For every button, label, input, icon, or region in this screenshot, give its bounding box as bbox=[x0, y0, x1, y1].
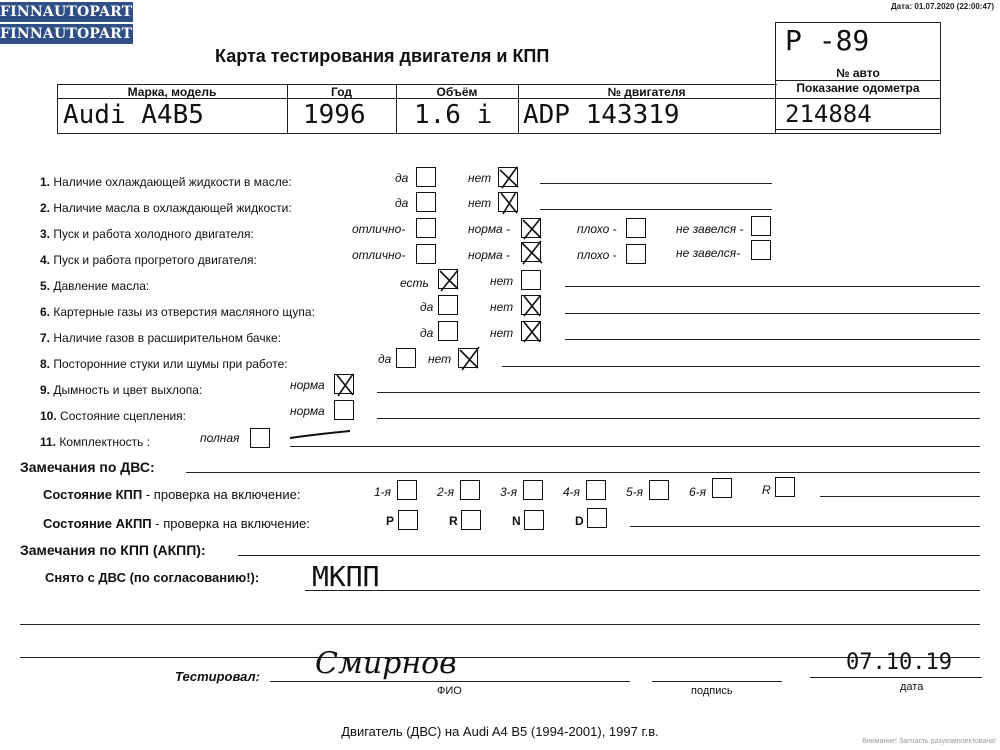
akpp-gear-d-checkbox[interactable] bbox=[587, 508, 607, 528]
volume-value: 1.6 i bbox=[414, 100, 493, 130]
item-1: 1. Наличие охлаждающей жидкости в масле: bbox=[40, 175, 292, 189]
item-11-opt-full: полная bbox=[200, 431, 240, 445]
kpp-gear-1-checkbox[interactable] bbox=[397, 480, 417, 500]
tested-label: Тестировал: bbox=[175, 669, 260, 684]
kpp-gear-6-checkbox[interactable] bbox=[712, 478, 732, 498]
item-9-normal-checkbox[interactable] bbox=[334, 374, 354, 394]
item-8-opt-yes: да bbox=[378, 352, 392, 366]
caption: Двигатель (ДВС) на Audi A4 B5 (1994-2001), 1997 г.в. bbox=[341, 724, 659, 739]
removed-value: МКПП bbox=[312, 560, 380, 593]
item-4-bad-checkbox[interactable] bbox=[626, 244, 646, 264]
kpp-gear-4-label: 4-я bbox=[563, 485, 581, 499]
item-5-yes-checkbox[interactable] bbox=[438, 269, 458, 289]
header-year: Год bbox=[331, 85, 352, 99]
kpp-gear-3-checkbox[interactable] bbox=[523, 480, 543, 500]
item-8-no-checkbox[interactable] bbox=[458, 348, 478, 368]
akpp-label: Состояние АКПП - проверка на включение: bbox=[43, 516, 310, 531]
item-8-yes-checkbox[interactable] bbox=[396, 348, 416, 368]
item-7-no-checkbox[interactable] bbox=[521, 321, 541, 341]
item-3-opt-nostart: не завелся - bbox=[676, 222, 744, 236]
signature-label: подпись bbox=[691, 685, 733, 697]
removed-label: Снято с ДВС (по согласованию!): bbox=[45, 570, 260, 585]
item-5-opt-yes: есть bbox=[400, 276, 429, 290]
item-11: 11. Комплектность : bbox=[40, 435, 151, 449]
akpp-gear-d-label: D bbox=[575, 514, 584, 528]
engine-no-value: ADP 143319 bbox=[523, 100, 680, 130]
year-value: 1996 bbox=[303, 100, 366, 130]
item-4-opt-normal: норма - bbox=[468, 248, 511, 262]
kpp-gear-5-checkbox[interactable] bbox=[649, 480, 669, 500]
kpp-gear-5-label: 5-я bbox=[626, 485, 644, 499]
item-4-opt-excellent: отлично- bbox=[352, 248, 406, 262]
item-6: 6. Картерные газы из отверстия масляного щупа: bbox=[40, 305, 315, 319]
item-2-opt-no: нет bbox=[468, 196, 492, 210]
item-11-full-checkbox[interactable] bbox=[250, 428, 270, 448]
item-6-yes-checkbox[interactable] bbox=[438, 295, 458, 315]
kpp-gear-3-label: 3-я bbox=[500, 485, 518, 499]
item-2: 2. Наличие масла в охлаждающей жидкости: bbox=[40, 201, 292, 215]
item-3-opt-normal: норма - bbox=[468, 222, 511, 236]
item-3-excellent-checkbox[interactable] bbox=[416, 218, 436, 238]
date-stamp: Дата: 01.07.2020 (22:00:47) bbox=[890, 2, 994, 11]
item-5-no-checkbox[interactable] bbox=[521, 270, 541, 290]
item-3: 3. Пуск и работа холодного двигателя: bbox=[40, 227, 254, 241]
item-6-opt-no: нет bbox=[490, 300, 514, 314]
brand-logo: FINNAUTOPARTS bbox=[0, 4, 143, 20]
item-9: 9. Дымность и цвет выхлопа: bbox=[40, 383, 203, 397]
item-1-no-checkbox[interactable] bbox=[498, 167, 518, 187]
remarks-kpp-label: Замечания по КПП (АКПП): bbox=[20, 542, 206, 558]
kpp-gear-1-label: 1-я bbox=[374, 485, 392, 499]
item-10-opt-normal: норма bbox=[290, 404, 325, 418]
item-5: 5. Давление масла: bbox=[40, 279, 150, 293]
item-7-opt-no: нет bbox=[490, 326, 514, 340]
kpp-gear-r-checkbox[interactable] bbox=[775, 477, 795, 497]
item-7-opt-yes: да bbox=[420, 326, 434, 340]
header-odometer: Показание одометра bbox=[796, 81, 920, 95]
header-make-model: Марка, модель bbox=[127, 85, 217, 99]
akpp-gear-r-label: R bbox=[449, 514, 458, 528]
fio-label: ФИО bbox=[437, 685, 462, 697]
item-2-no-checkbox[interactable] bbox=[498, 192, 518, 212]
akpp-gear-r-checkbox[interactable] bbox=[461, 510, 481, 530]
handwritten-dash-mark bbox=[288, 426, 354, 442]
akpp-gear-n-checkbox[interactable] bbox=[524, 510, 544, 530]
item-4-excellent-checkbox[interactable] bbox=[416, 244, 436, 264]
kpp-gear-2-checkbox[interactable] bbox=[460, 480, 480, 500]
odometer-value: 214884 bbox=[785, 100, 872, 128]
item-1-opt-no: нет bbox=[468, 171, 492, 185]
item-8: 8. Посторонние стуки или шумы при работе: bbox=[40, 357, 288, 371]
header-volume: Объём bbox=[436, 85, 478, 99]
akpp-gear-p-checkbox[interactable] bbox=[398, 510, 418, 530]
remarks-dvs-label: Замечания по ДВС: bbox=[20, 459, 155, 475]
page-title: Карта тестирования двигателя и КПП bbox=[215, 46, 550, 66]
item-3-opt-excellent: отлично- bbox=[352, 222, 406, 236]
item-5-opt-no: нет bbox=[490, 274, 514, 288]
item-7-yes-checkbox[interactable] bbox=[438, 321, 458, 341]
item-1-yes-checkbox[interactable] bbox=[416, 167, 436, 187]
item-6-no-checkbox[interactable] bbox=[521, 295, 541, 315]
auto-number-value: Р -89 bbox=[785, 24, 870, 57]
item-10-normal-checkbox[interactable] bbox=[334, 400, 354, 420]
item-2-opt-yes: да bbox=[395, 196, 409, 210]
kpp-gear-2-label: 2-я bbox=[437, 485, 455, 499]
date-label: дата bbox=[900, 681, 924, 693]
item-6-opt-yes: да bbox=[420, 300, 434, 314]
kpp-gear-4-checkbox[interactable] bbox=[586, 480, 606, 500]
item-4-opt-nostart: не завелся- bbox=[676, 246, 741, 260]
item-8-opt-no: нет bbox=[428, 352, 452, 366]
test-date-value: 07.10.19 bbox=[846, 650, 952, 675]
kpp-label: Состояние КПП - проверка на включение: bbox=[43, 487, 301, 502]
kpp-gear-r-label: R bbox=[762, 483, 771, 497]
item-2-yes-checkbox[interactable] bbox=[416, 192, 436, 212]
item-3-normal-checkbox[interactable] bbox=[521, 218, 541, 238]
item-9-opt-normal: норма bbox=[290, 378, 325, 392]
item-7: 7. Наличие газов в расширительном бачке: bbox=[40, 331, 281, 345]
header-engine-no: № двигателя bbox=[607, 85, 686, 99]
item-3-bad-checkbox[interactable] bbox=[626, 218, 646, 238]
info-table bbox=[57, 81, 941, 134]
akpp-gear-n-label: N bbox=[512, 514, 521, 528]
auto-number-label: № авто bbox=[836, 66, 880, 80]
item-4-opt-bad: плохо - bbox=[577, 248, 617, 262]
item-4-nostart-checkbox[interactable] bbox=[751, 240, 771, 260]
akpp-gear-p-label: P bbox=[386, 514, 395, 528]
kpp-gear-6-label: 6-я bbox=[689, 485, 707, 499]
watermark: Внимание! Запчасть разукомплектована! bbox=[862, 738, 996, 745]
item-3-nostart-checkbox[interactable] bbox=[751, 216, 771, 236]
item-4: 4. Пуск и работа прогретого двигателя: bbox=[40, 253, 257, 267]
tester-name: Смирнов bbox=[315, 646, 457, 681]
item-4-normal-checkbox[interactable] bbox=[521, 242, 541, 262]
item-3-opt-bad: плохо - bbox=[577, 222, 617, 236]
item-10: 10. Состояние сцепления: bbox=[40, 409, 186, 423]
item-1-opt-yes: да bbox=[395, 171, 409, 185]
brand-logo-secondary: FINNAUTOPARTS bbox=[0, 26, 143, 42]
make-model-value: Audi A4B5 bbox=[63, 100, 204, 130]
